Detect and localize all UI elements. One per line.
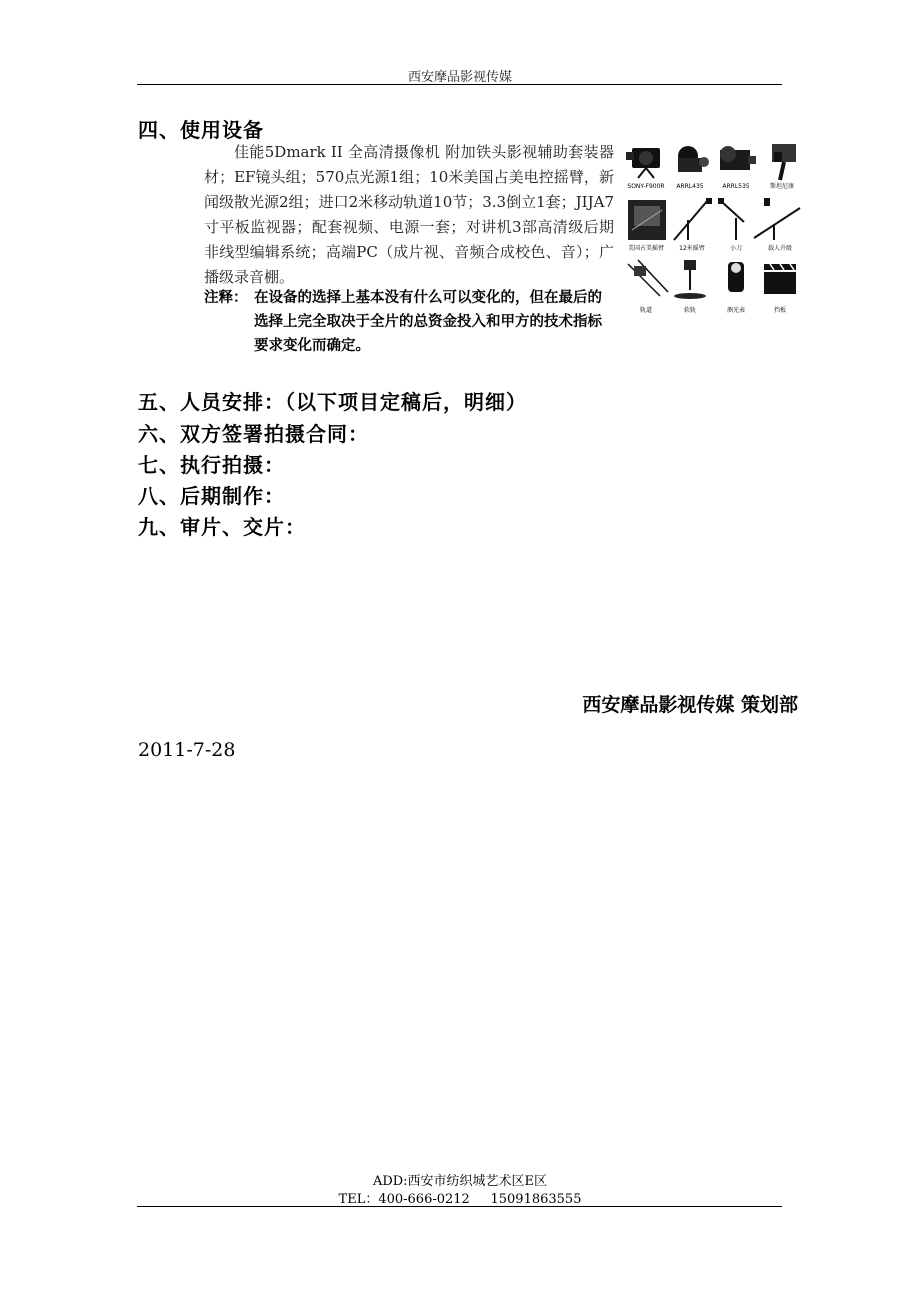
equipment-paragraph: 佳能5Dmark II 全高清摄像机 附加铁头影视辅助套装器材；EF镜头组；570点光源1组；10米美国占美电控摇臂，新闻级散光源2组；进口2米移动轨道10节；3.3倒立1套；JIJA7寸平板监视器；配套视频、电源一套；对讲机3部高清级后期非线型编辑系统；高端PC（成片视、音频合成校色、音）；广播级录音棚。 bbox=[204, 143, 614, 286]
steadicam-icon bbox=[772, 144, 796, 180]
equip-label: 轨道 bbox=[639, 307, 653, 314]
small-crane-icon bbox=[718, 198, 744, 240]
soft-track-icon bbox=[674, 260, 706, 299]
equip-label: 斯坦尼康 bbox=[769, 183, 795, 190]
note-label: 注释： bbox=[204, 290, 248, 306]
equipment-collage bbox=[624, 140, 804, 320]
header-divider bbox=[137, 84, 782, 85]
light-meter-icon bbox=[728, 262, 744, 292]
jib-arm-icon bbox=[674, 198, 712, 240]
film-camera-icon bbox=[720, 146, 756, 170]
section-4-heading: 四、使用设备 bbox=[138, 118, 264, 142]
section-7-heading: 七、执行拍摄： bbox=[138, 453, 285, 477]
section-8-heading: 八、后期制作： bbox=[138, 484, 285, 508]
equipment-note bbox=[204, 286, 616, 358]
section-6-heading: 六、双方签署拍摄合同： bbox=[138, 422, 369, 446]
signature: 西安摩品影视传媒 策划部 bbox=[582, 694, 798, 716]
equip-label: ARRL435 bbox=[676, 183, 704, 190]
section-9-heading: 九、审片、交片： bbox=[138, 515, 306, 539]
equip-label: 12米摇臂 bbox=[679, 245, 705, 252]
camera-icon bbox=[626, 148, 660, 178]
equip-label: 软轨 bbox=[683, 307, 697, 314]
note-text: 在设备的选择上基本没有什么可以变化的，但在最后的选择上完全取决于全片的总资金投入和甲方的技术指标要求变化而确定。 bbox=[254, 290, 602, 354]
equip-label: 美国占美摇臂 bbox=[627, 245, 665, 252]
equip-label: SONY-F900R bbox=[627, 183, 665, 190]
footer-tel: TEL：400-666-0212 15091863555 bbox=[338, 1192, 582, 1207]
date: 2011-7-28 bbox=[138, 739, 236, 761]
header-title: 西安摩品影视传媒 bbox=[407, 70, 512, 85]
crane-icon bbox=[628, 200, 666, 240]
equipment-image bbox=[624, 140, 804, 320]
film-camera-icon bbox=[678, 146, 709, 172]
manned-crane-icon bbox=[754, 198, 800, 240]
section-5-heading: 五、人员安排：（以下项目定稿后，明细） bbox=[138, 390, 527, 414]
equip-label: 小刀 bbox=[729, 245, 743, 252]
equip-label: 载人升级 bbox=[767, 245, 793, 252]
equip-label: 测光表 bbox=[726, 307, 746, 314]
equip-label: 挡板 bbox=[773, 307, 787, 314]
equip-label: ARRL535 bbox=[722, 183, 750, 190]
clapperboard-icon bbox=[764, 264, 796, 294]
footer-address: ADD:西安市纺织城艺术区E区 bbox=[372, 1174, 548, 1189]
track-icon bbox=[628, 260, 668, 296]
footer-divider bbox=[137, 1206, 782, 1207]
